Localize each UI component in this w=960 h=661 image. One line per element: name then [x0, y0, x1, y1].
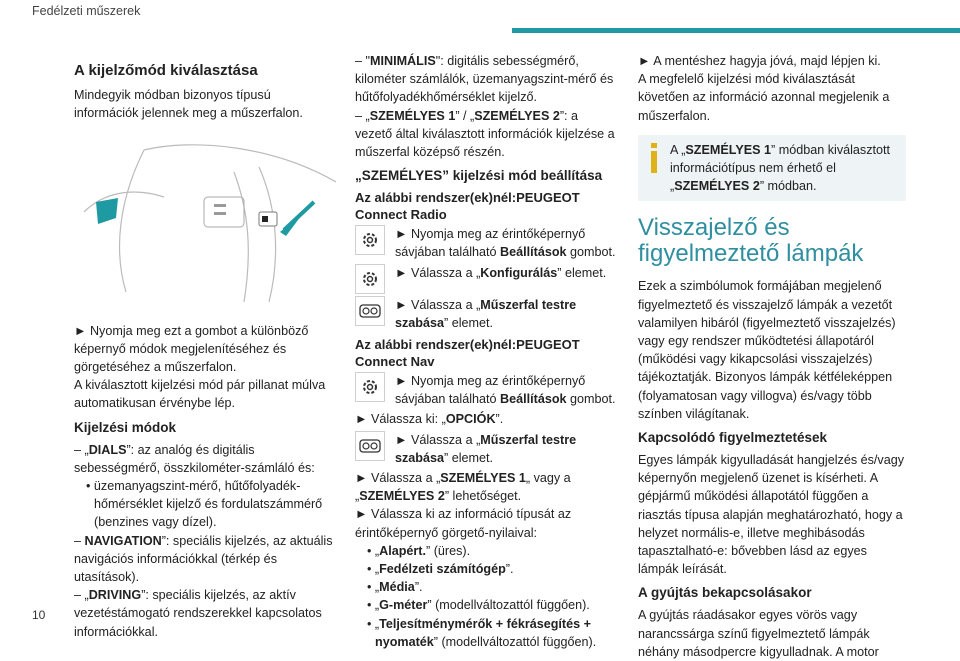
save-note: A megfelelő kijelzési mód kiválasztását követően az információ azonnal megjelenik a műszerfalon. — [638, 72, 890, 123]
s1-step-2: ► Válassza a „Konfigurálás” elemet. — [355, 264, 617, 294]
header-accent-bar — [512, 28, 960, 33]
mode-dials-bullet: • üzemanyagszint-mérő, hűtőfolyadék-hőmérséklet kijelző és fordulatszámmérő (benzines vagy dízel). — [86, 479, 323, 530]
cluster-icon — [355, 296, 385, 326]
option-item: • „Teljesítménymérők + fékrásegítés + nyomaték” (modellváltozattól függően). — [367, 616, 597, 649]
s2-step-3: ► Válassza a „Műszerfal testre szabása” elemet. — [355, 431, 617, 467]
info-box: A „SZEMÉLYES 1” módban kiválasztott információtípus nem érhető el „SZEMÉLYES 2” módban. — [638, 135, 906, 202]
ignition-heading: A gyújtás bekapcsolásakor — [638, 585, 812, 601]
option-item: • „Alapért.” (üres). — [367, 543, 471, 558]
system-1-heading: Az alábbi rendszer(ek)nél:PEUGEOT Connect Radio — [355, 190, 580, 223]
column-3 — [638, 52, 906, 661]
mode-dials: – „DIALS”: az analóg és digitális sebességmérő, összkilométer-számláló és: — [74, 442, 315, 475]
modes-heading: Kijelzési módok — [74, 419, 177, 435]
s2-step-2: ► Válassza ki: „OPCIÓK”. — [355, 412, 504, 427]
intro-text: Mindegyik módban bizonyos típusú információk jelennek meg a műszerfalon. — [74, 88, 303, 121]
s1-step-1: ► Nyomja meg az érintőképernyő sávjában található Beállítások gombot. — [355, 225, 617, 261]
system-2-heading: Az alábbi rendszer(ek)nél:PEUGEOT Connect Nav — [355, 337, 580, 370]
running-header: Fedélzeti műszerek — [32, 4, 141, 18]
column-1 — [74, 52, 334, 641]
mode-driving: – „DRIVING”: speciális kijelzés, az aktív vezetéstámogató rendszerekkel kapcsolatos információkkal. — [74, 588, 322, 639]
steering-wheel-illustration — [74, 142, 336, 302]
mode-navigation: – NAVIGATION”: speciális kijelzés, az aktuális navigációs információkkal (térkép és utasítások). — [74, 533, 333, 585]
gear-icon — [355, 372, 385, 402]
instruction-1: ► Nyomja meg ezt a gombot a különböző képernyő módok megjelenítéséhez és görgetéséhez a műszerfalon. — [74, 323, 309, 375]
section-heading: A kijelzőmód kiválasztása — [74, 62, 258, 79]
ignition-text: A gyújtás ráadásakor egyes vörös vagy narancssárga színű figyelmeztető lámpák néhány másodpercre kigyulladnak. A motor — [638, 608, 879, 659]
s2-step-4: ► Válassza a „SZEMÉLYES 1„ vagy a „SZEMÉLYES 2” lehetőséget. — [355, 471, 571, 504]
column-2 — [355, 52, 617, 651]
s1-step-3: ► Válassza a „Műszerfal testre szabása” elemet. — [355, 296, 617, 332]
save-instruction: ► A mentéshez hagyja jóvá, majd lépjen ki. — [638, 54, 881, 68]
option-item: • „Fedélzeti számítógép”. — [367, 562, 514, 577]
option-item: • „Média”. — [367, 580, 423, 595]
cluster-icon — [355, 431, 385, 461]
related-heading: Kapcsolódó figyelmeztetések — [638, 430, 828, 446]
related-text: Egyes lámpák kigyulladását hangjelzés és/vagy képernyőn megjelenő üzenet is kísérheti. A gépjármű működési állapotától függően a riasztás típusa alapján meghatározható, hogy a helyzet normális-e, illetve meghibásodás tapasztalható-e: bővebben lásd az egyes lámpák leírását. — [638, 453, 905, 577]
gear-icon — [355, 264, 385, 294]
page-number: 10 — [32, 608, 46, 622]
section-title: Visszajelző és figyelmeztető lámpák — [638, 214, 864, 268]
section-intro: Ezek a szimbólumok formájában megjelenő figyelmeztető és visszajelző lámpák a vezetőt valamilyen hibáról (figyelmeztető visszajelzés) vagy egy rendszer működtetési állapotáról (működési vagy kikapcsolási visszajelzés) tájékoztatják. Bizonyos lámpák kétféleképpen (folyamatosan vagy villogva) és/vagy több színben világítanak. — [638, 279, 896, 421]
instruction-2: A kiválasztott kijelzési mód pár pillanat múlva automatikusan érvénybe lép. — [74, 378, 326, 411]
info-icon — [648, 143, 660, 173]
mode-personal: – „SZEMÉLYES 1” / „SZEMÉLYES 2”: a vezető által kiválasztott információk kijelzése a műszerfal középső részén. — [355, 108, 615, 160]
mode-minimal: – "MINIMÁLIS": digitális sebességmérő, kilométer számlálók, üzemanyagszint-mérő és hűtőfolyadékhőmérséklet kijelző. — [355, 54, 614, 105]
s2-step-5: ► Válassza ki az információ típusát az érintőképernyő görgető-nyilaival: — [355, 507, 572, 540]
s2-step-1: ► Nyomja meg az érintőképernyő sávjában található Beállítások gombot. — [355, 372, 617, 408]
settings-heading: „SZEMÉLYES” kijelzési mód beállítása — [355, 168, 603, 184]
gear-icon — [355, 225, 385, 255]
option-item: • „G-méter” (modellváltozattól függően). — [367, 598, 590, 613]
